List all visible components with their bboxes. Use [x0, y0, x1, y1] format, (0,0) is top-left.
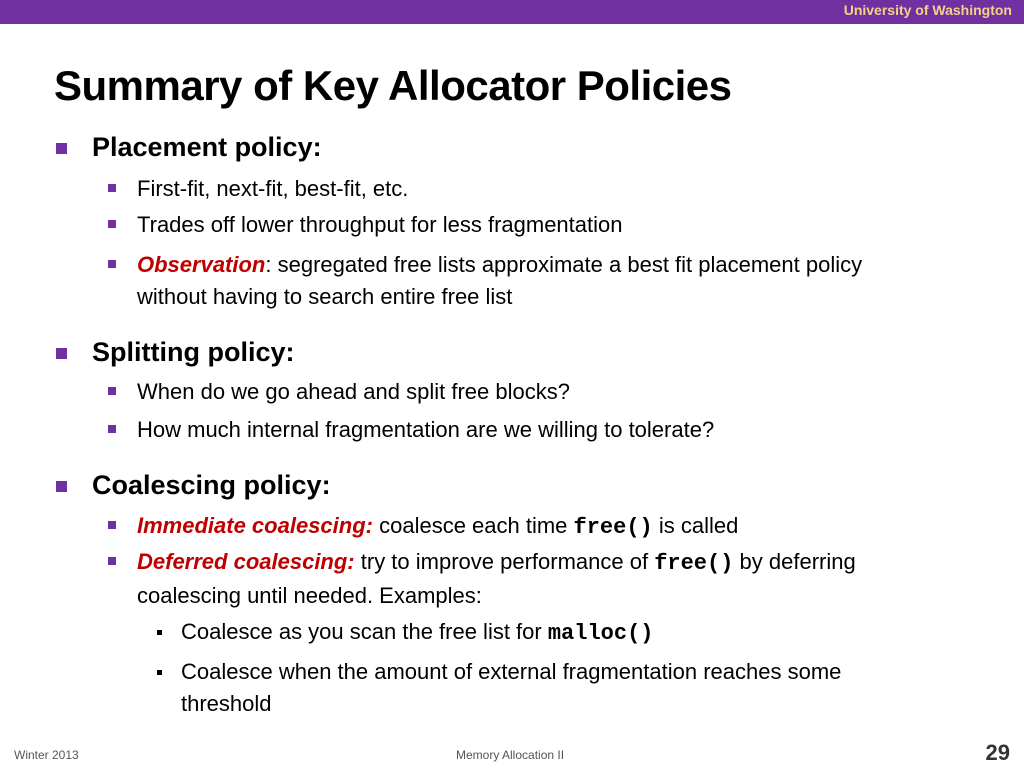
list-item-text [137, 249, 937, 313]
body-text: : segregated free lists approximate a best fit placement policy without having to search entire free list [137, 252, 863, 309]
list-item-text [137, 510, 937, 544]
small-square-bullet-icon [157, 670, 162, 675]
body-text: try to improve performance of [354, 549, 655, 574]
square-bullet-icon [108, 521, 116, 529]
slide-title: Summary of Key Allocator Policies [54, 62, 732, 109]
square-bullet-icon [108, 220, 116, 228]
square-bullet-icon [56, 143, 67, 154]
footer-term: Winter 2013 [14, 748, 79, 762]
square-bullet-icon [108, 260, 116, 268]
list-item-text: When do we go ahead and split free blocks? [137, 379, 570, 404]
body-text: coalesce each time [372, 513, 574, 538]
emphasis-text: Deferred coalescing: [137, 549, 355, 574]
emphasis-text: Observation [137, 252, 266, 277]
square-bullet-icon [56, 348, 67, 359]
body-text: Coalesce as you scan the free list for [181, 619, 548, 644]
code-text: free() [654, 551, 734, 576]
list-item-text: Coalesce when the amount of external fragmentation reaches some threshold [181, 659, 842, 716]
body-text: by deferring coalescing until needed. Examples: [137, 549, 856, 608]
square-bullet-icon [108, 425, 116, 433]
body-text: is called [652, 513, 739, 538]
footer-topic: Memory Allocation II [456, 748, 565, 762]
emphasis-text: Immediate coalescing: [137, 513, 373, 538]
institution-name: University of Washington [843, 2, 1012, 18]
code-text: malloc() [547, 621, 654, 646]
section-heading: Placement policy: [92, 132, 322, 162]
list-item-text: How much internal fragmentation are we willing to tolerate? [137, 417, 715, 442]
code-text: free() [573, 515, 653, 540]
page-number: 29 [985, 740, 1010, 765]
section-heading: Coalescing policy: [92, 470, 331, 500]
list-item-text [181, 616, 921, 650]
small-square-bullet-icon [157, 630, 162, 635]
list-item-text [137, 546, 937, 612]
list-item-text: Trades off lower throughput for less fragmentation [137, 212, 623, 237]
list-item-text: First-fit, next-fit, best-fit, etc. [137, 176, 409, 201]
square-bullet-icon [108, 387, 116, 395]
square-bullet-icon [56, 481, 67, 492]
section-heading: Splitting policy: [92, 337, 295, 367]
square-bullet-icon [108, 184, 116, 192]
square-bullet-icon [108, 557, 116, 565]
